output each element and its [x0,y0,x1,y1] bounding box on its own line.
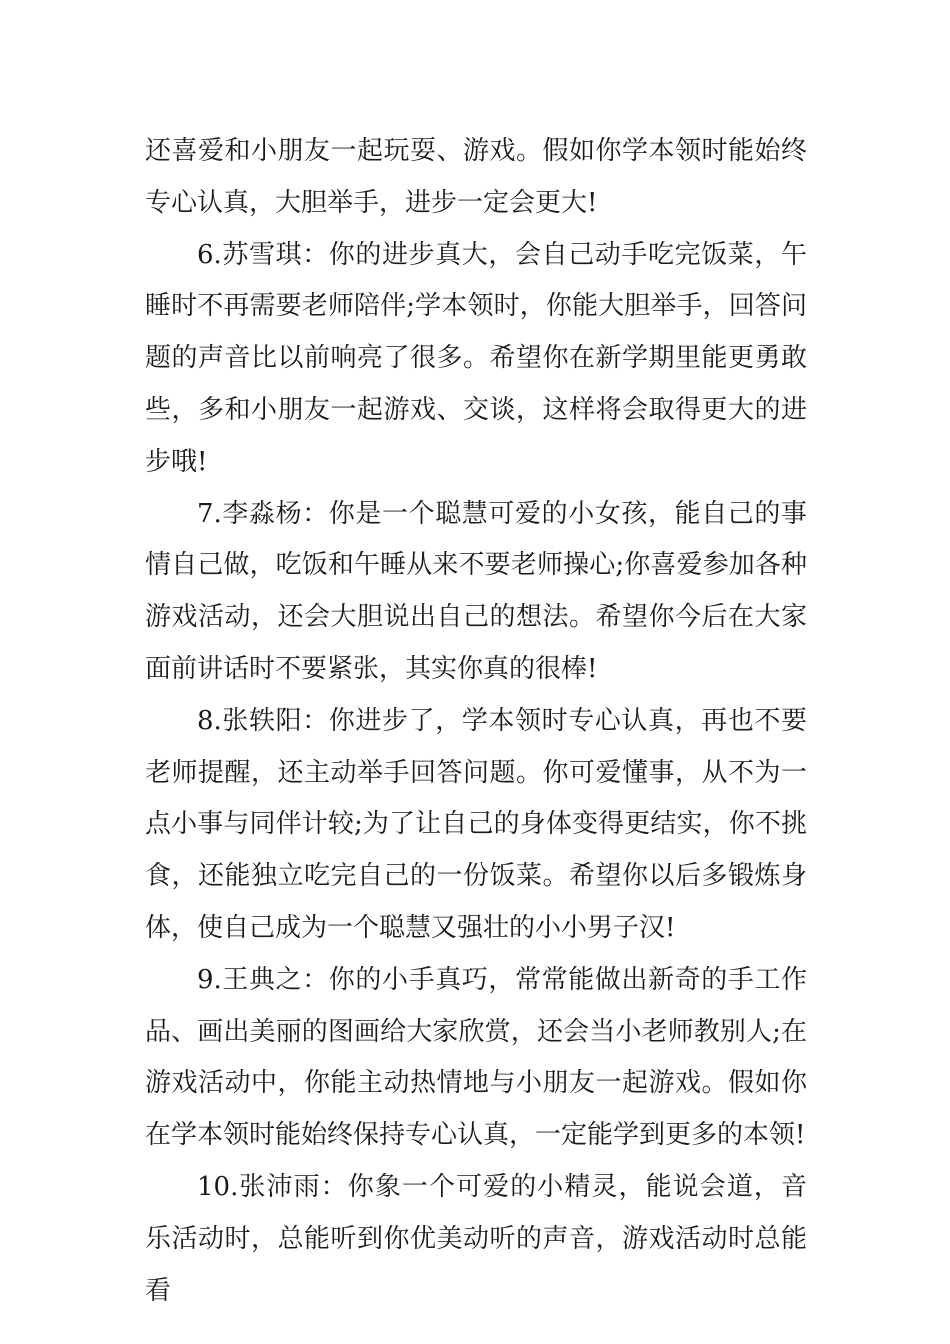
paragraph-continuation: 还喜爱和小朋友一起玩耍、游戏。假如你学本领时能始终专心认真，大胆举手，进步一定会更大! [145,136,807,218]
paragraph-comment-8: 8.张轶阳：你进步了，学本领时专心认真，再也不要老师提醒，还主动举手回答问题。你可爱懂事，从不为一点小事与同伴计较;为了让自己的身体变得更结实，你不挑食，还能独立吃完自己的一份饭菜。希望你以后多锻炼身体，使自己成为一个聪慧又强壮的小小男子汉! [145,705,807,943]
paragraph-comment-6: 6.苏雪琪：你的进步真大，会自己动手吃完饭菜，午睡时不再需要老师陪伴;学本领时，你能大胆举手，回答问题的声音比以前响亮了很多。希望你在新学期里能更勇敢些，多和小朋友一起游戏、交谈，这样将会取得更大的进步哦! [145,239,807,477]
paragraph-comment-7: 7.李淼杨：你是一个聪慧可爱的小女孩，能自己的事情自己做，吃饭和午睡从来不要老师操心;你喜爱参加各种游戏活动，还会大胆说出自己的想法。希望你今后在大家面前讲话时不要紧张，其实你真的很棒! [145,498,807,684]
paragraph-comment-9: 9.王典之：你的小手真巧，常常能做出新奇的手工作品、画出美丽的图画给大家欣赏，还会当小老师教别人;在游戏活动中，你能主动热情地与小朋友一起游戏。假如你在学本领时能始终保持专心认真，一定能学到更多的本领! [145,964,807,1151]
paragraph-comment-10: 10.张沛雨：你象一个可爱的小精灵，能说会道，音乐活动时，总能听到你优美动听的声音，游戏活动时总能看 [145,1171,807,1306]
document-body [145,126,807,1317]
